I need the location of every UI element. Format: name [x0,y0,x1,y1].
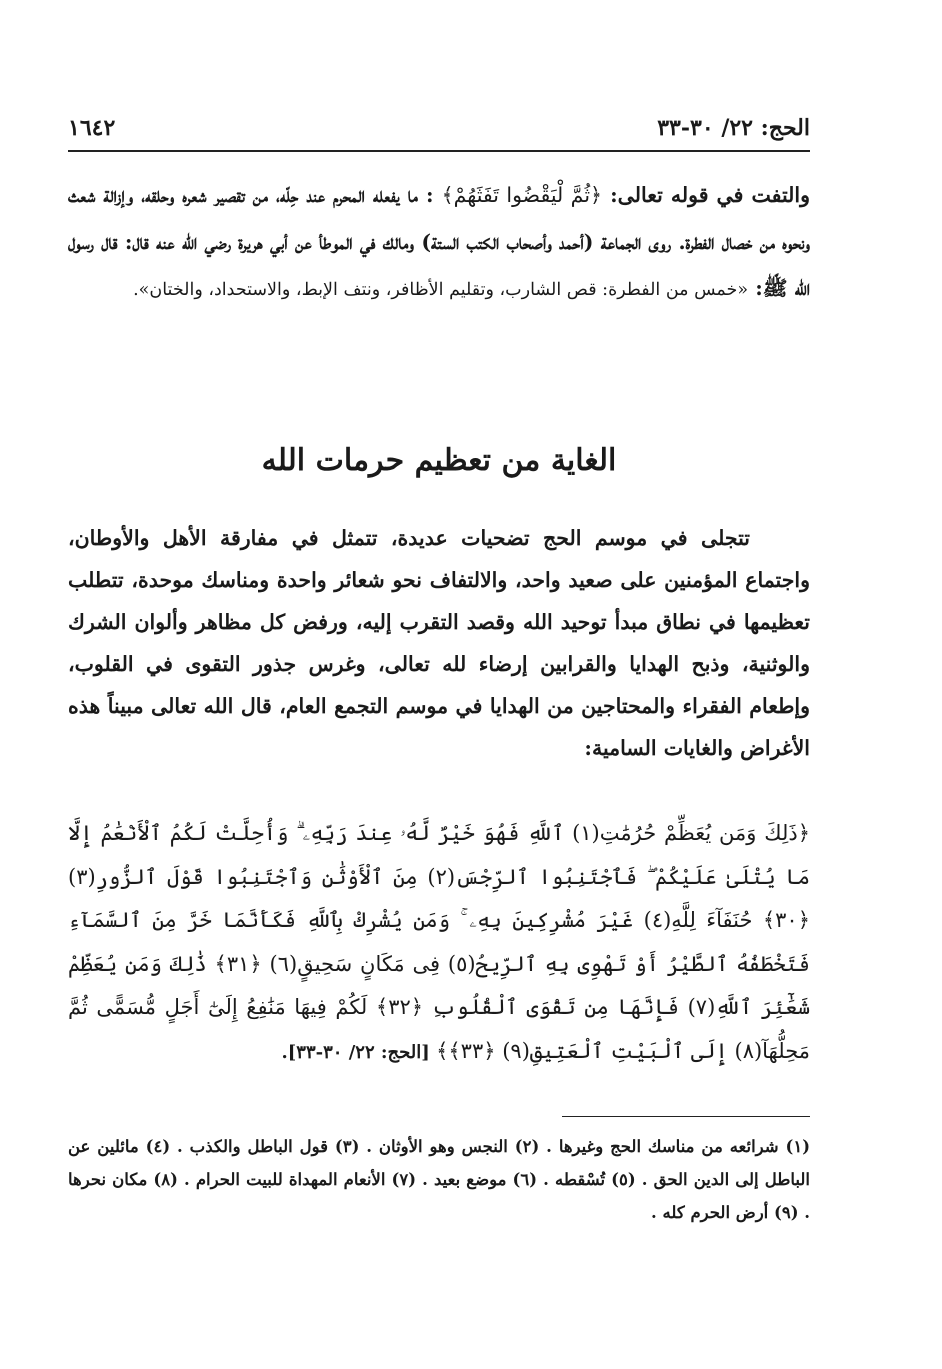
surah-reference: الحج: ٢٢/ ٣٠-٣٣ [657,115,810,141]
header-divider [68,150,810,152]
quran-verse-block [68,812,810,1074]
page-number: ١٦٤٢ [68,115,116,141]
footnotes: (١) شرائعه من مناسك الحج وغيرها . (٢) النجس وهو الأوثان . (٣) قول الباطل والكذب . (٤) مائلين عن الباطل إلى الدين الحق . (٥) تُسْقطه . (٦) موضع بعيد . (٧) الأنعام المهداة للبيت الحرام . (٨) مكان نحرها . (٩) أرض الحرم كله . [68,1137,811,1222]
intro-text-after: : ما يفعله المحرم عند حِلّه، من تقصير شعره وحلقه، وإزالة شعث ونحوه من خصال الفطرة. روى الجماعة (أحمد وأصحاب الكتب الستة) ومالك في الموطأ عن أبي هريرة رضي الله عنه قال: قال رسول الله ﷺ: [68,183,810,300]
quran-verse-text: ﴿ذَلِكَ وَمَن يُعَظِّمْ حُرُمَٰتِ(١) ٱللَّهِ فَهُوَ خَيْرٌ لَّهُۥ عِندَ رَبِّهِۦ ۗ وَأُحِلَّتْ لَكُمُ ٱلْأَنْعَٰمُ إِلَّا مَا يُتْلَىٰ عَلَيْكُمْ ۖ فَٱجْتَنِبُوا ٱلرِّجْسَ(٢) مِنَ ٱلْأَوْثَٰنِ وَٱجْتَنِبُوا قَوْلَ ٱلزُّورِ(٣) ﴿٣٠﴾ حُنَفَآءَ لِلَّهِ(٤) غَيْرَ مُشْرِكِينَ بِهِۦ ۚ وَمَن يُشْرِكْ بِٱللَّهِ فَكَأَنَّمَا خَرَّ مِنَ ٱلسَّمَآءِ فَتَخْطَفُهُ ٱلطَّيْرُ أَوْ تَهْوِى بِهِ ٱلرِّيحُ(٥) فِى مَكَانٍ سَحِيقٍ(٦) ﴿٣١﴾ ذَٰلِكَ وَمَن يُعَظِّمْ شَعَٰٓئِرَ ٱللَّهِ(٧) فَإِنَّهَا مِن تَقْوَى ٱلْقُلُوبِ ﴿٣٢﴾ لَكُمْ فِيهَا مَنَٰفِعُ إِلَىٰٓ أَجَلٍ مُّسَمًّى ثُمَّ مَحِلُّهَآ(٨) إِلَى ٱلْبَيْتِ ٱلْعَتِيقِ(٩) ﴿٣٣﴾﴾ [68,821,811,1063]
footnote-divider [562,1116,810,1117]
book-page [68,100,810,1340]
intro-text-before: والتفت في قوله تعالى: [602,183,810,207]
body-paragraph: تتجلى في موسم الحج تضحيات عديدة، تتمثل في مفارقة الأهل والأوطان، واجتماع المؤمنين على صعيد واحد، والالتفاف نحو شعائر واحدة ومناسك موحدة، تتطلب تعظيمها في نطاق مبدأ توحيد الله وقصد التقرب إليه، ورفض كل مظاهر وألوان الشرك والوثنية، وذبح الهدايا والقرابين إرضاء لله تعالى، وغرس جذور التقوى في القلوب، وإطعام الفقراء والمحتاجين من الهدايا في موسم التجمع العام، قال الله تعالى مبيناً هذه الأغراض والغايات السامية: [68,526,810,760]
section-title: الغاية من تعظيم حرمات الله [261,443,617,478]
intro-paragraph [68,172,810,314]
intro-quran-quote: ﴿ثُمَّ لْيَقْضُوا تَفَثَهُمْ﴾ [441,183,603,207]
hadith-quote: «خمس من الفطرة: قص الشارب، وتقليم الأظافر، ونتف الإبط، والاستحداد، والختان». [133,280,749,300]
verse-reference: [الحج: ٢٢/ ٣٠-٣٣]. [281,1041,437,1063]
page-header [68,112,810,144]
